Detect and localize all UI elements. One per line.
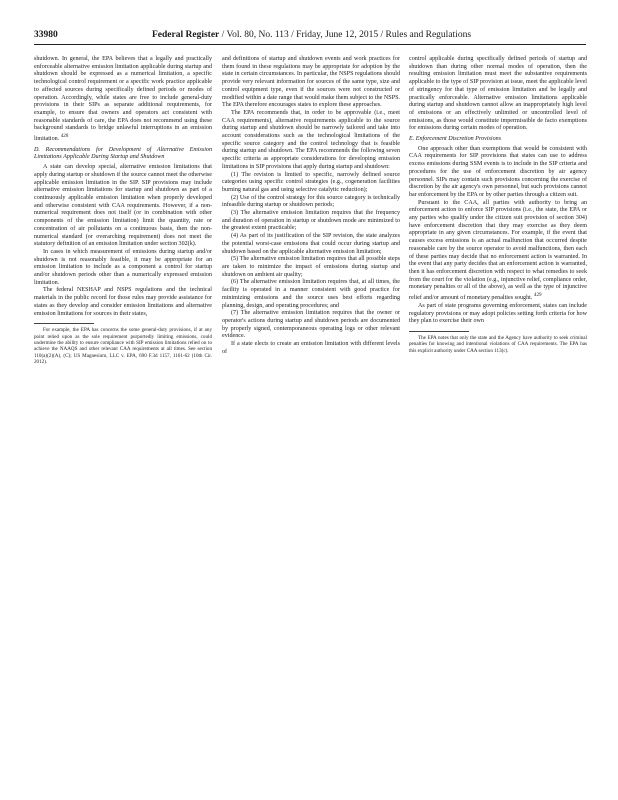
column-2	[222, 56, 400, 356]
criterion-2: (2) Use of the control strategy for this source category is technically infeasible during startup or shutdown periods;	[222, 194, 400, 209]
paragraph: and definitions of startup and shutdown events and work practices for them found in these regulations may be appropriate for adoption by the state in certain circumstances. In particular, the NSPS regulations should provide very relevant information for sources of the same type, size and control equipment type, even if the sources were not constructed or modified within a date range that would make them subject to the NSPS. The EPA therefore encourages states to explore these approaches.	[222, 56, 400, 109]
page-number: 33980	[34, 30, 58, 40]
criterion-4: (4) As part of its justification of the SIP revision, the state analyzes the potential worst-case emissions that could occur during startup and shutdown based on the applicable alternative emission limitation;	[222, 233, 400, 255]
issue-info: / Vol. 80, No. 113 / Friday, June 12, 2015 / Rules and Regulations	[221, 30, 472, 40]
footnote: The EPA notes that only the state and the Agency have authority to seek criminal penalties for knowing and intentional violations of CAA requirements. The EPA has this explicit authority under CAA section 113(c).	[409, 334, 587, 354]
paragraph: A state can develop special, alternative emission limitations that apply during startup or shutdown if the source cannot meet the otherwise applicable emission limitation in the SIP. SIP provisions may include alternative emission limitations for startup and shutdown as part of a continuously applicable emission limitation when properly developed and otherwise consistent with CAA requirements. However, if a non-numerical requirement does not itself (or in combination with other components of the emission limitation) limit the quantity, rate or concentration of air pollutants on a continuous basis, then the non-numerical standard (or overarching requirement) does not meet the statutory definition of an emission limitation under section 302(k).	[34, 164, 212, 248]
paragraph: If a state elects to create an emission limitation with different levels of	[222, 341, 400, 355]
journal-name: Federal Register	[152, 30, 220, 40]
paragraph: In cases in which measurement of emissions during startup and/or shutdown is not reasonably feasible, it may be appropriate for an emission limitation to include as a component a control for startup and/or shutdown periods other than a numerically expressed emission limitation.	[34, 248, 212, 286]
criterion-5: (5) The alternative emission limitation requires that all possible steps are taken to minimize the impact of emissions during startup and shutdown on ambient air quality;	[222, 256, 400, 278]
column-1	[34, 56, 212, 366]
footnote-rule	[34, 323, 94, 324]
footnote: For example, the EPA has concerns the some general-duty provisions, if at any point relied upon as the sole requirement purportedly limiting emissions, could undermine the ability to ensure compliance with SIP emission limitations relied on to achieve the NAAQS and other relevant CAA requirements at all times. See section 110(a)(2)(A), (C); US Magnesium, LLC v. EPA, 690 F.3d 1157, 1161-62 (10th Cir. 2012).	[34, 327, 212, 366]
criterion-7: (7) The alternative emission limitation requires that the owner or operator's actions during startup and shutdown periods are documented by properly signed, contemporaneous operating logs or other relevant evidence.	[222, 310, 400, 340]
paragraph: One approach other than exemptions that would be consistent with CAA requirements for SIP provisions that states can use to address excess emissions during SSM events is to include in the SIP criteria and procedures for the use of enforcement discretion by air agency personnel. SIPs may contain such provisions concerning the exercise of discretion by the air agency's own personnel, but such provisions cannot bar enforcement by the EPA or by other parties through a citizen suit.	[409, 145, 587, 198]
paragraph: The EPA recommends that, in order to be approvable (i.e., meet CAA requirements), alternative requirements applicable to the source during startup and shutdown should be narrowly tailored and take into account considerations such as the technological limitations of the specific source category and the control technology that is feasible during startup and shutdown. The EPA recommends the following seven specific criteria as appropriate considerations for developing emission limitations in SIP provisions that apply during startup and shutdown:	[222, 109, 400, 170]
footnote-ref: 428	[60, 133, 69, 140]
criterion-6: (6) The alternative emission limitation requires that, at all times, the facility is operated in a manner consistent with good practice for minimizing emissions and the source uses best efforts regarding planning, design, and operating procedures; and	[222, 279, 400, 309]
footnote-ref: 429	[533, 292, 542, 299]
paragraph: As part of state programs governing enforcement, states can include regulatory provisions or may adopt policies setting forth criteria for how they plan to exercise their own	[409, 302, 587, 325]
paragraph: control applicable during specifically defined periods of startup and shutdown than during other normal modes of operation, then the resulting emission limitation must meet the substantive requirements applicable to the type of SIP provision at issue, meet the applicable level of stringency for that type of emission limitation and be legally and practically enforceable. Alternative emission limitations applicable during startup and shutdown cannot allow an inappropriately high level of emissions or an effectively unlimited or uncontrolled level of emissions, as those would constitute impermissible de facto exemptions for emissions during certain modes of operation.	[409, 56, 587, 132]
paragraph	[409, 200, 587, 303]
paragraph	[34, 56, 212, 144]
paragraph: The federal NESHAP and NSPS regulations and the technical materials in the public record for those rules may provide assistance for states as they develop and consider emission limitations and alternative emission limitations for sources in their states,	[34, 287, 212, 317]
criterion-1: (1) The revision is limited to specific, narrowly defined source categories using specific control strategies (e.g., cogeneration facilities burning natural gas and using selective catalytic reduction);	[222, 171, 400, 193]
footnote-rule	[409, 331, 469, 332]
section-heading-e: E. Enforcement Discretion Provisions	[409, 136, 502, 143]
criterion-3: (3) The alternative emission limitation requires that the frequency and duration of operation in startup or shutdown mode are minimized to the greatest extent practicable;	[222, 210, 400, 232]
section-heading-d: D. Recommendations for Development of Alternative Emission Limitations Applicable During Startup and Shutdown	[34, 146, 212, 161]
running-title	[152, 30, 471, 40]
page-header	[34, 28, 586, 45]
paragraph-text: Pursuant to the CAA, all parties with authority to bring an enforcement action to enforce SIP provisions (i.e., the state, the EPA or any parties who qualify under the citizen suit provision of section 304) have enforcement discretion that they may exercise as they deem appropriate in any given circumstances. For example, if the event that causes excess emissions is an actual malfunction that occurred despite reasonable care by the source operator to avoid malfunctions, then each of these parties may decide that no enforcement action is warranted. In the event that any party decides that an enforcement action is warranted, then it has enforcement discretion with respect to what remedies to seek from the court for the violation (e.g., injunctive relief, compliance order, monetary penalties or all of the above), as well as the type of injunctive relief and/or amount of monetary penalties sought.	[409, 199, 587, 302]
paragraph-text: shutdown. In general, the EPA believes that a legally and practically enforceable alternative emission limitation applicable during startup and shutdown should be expressed as a numerical limitation, a specific technological control requirement or a specific work practice applicable to affected sources during specifically defined periods or modes of operation. Accordingly, while states are free to include general-duty provisions in their SIPs as separate additional requirements, for example, to ensure that owners and operators act consistent with reasonable standards of care, the EPA does not recommend using these background standards to bridge unlawful interruptions in an emission limitation.	[34, 56, 212, 143]
column-3	[409, 56, 587, 354]
